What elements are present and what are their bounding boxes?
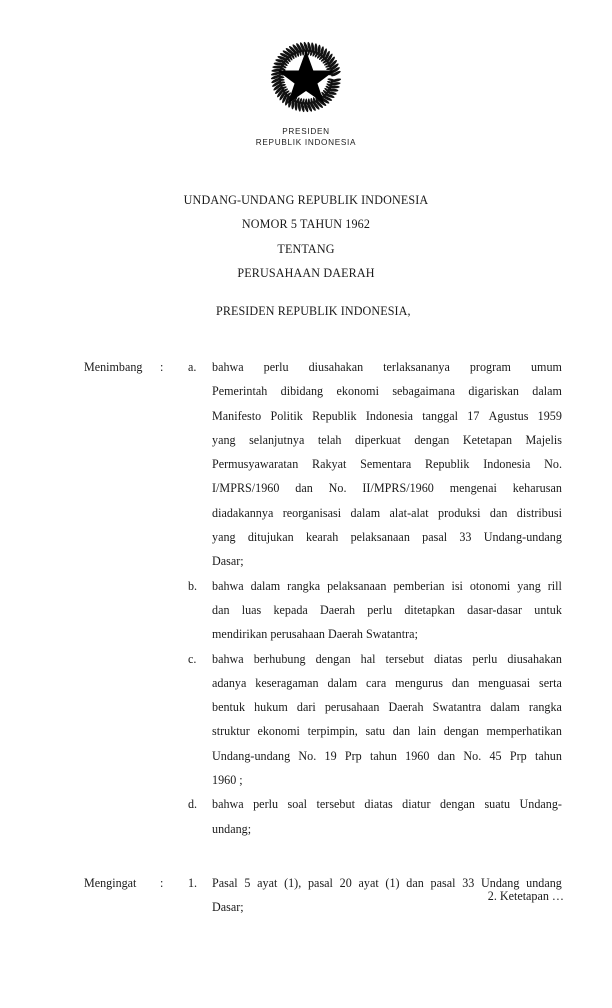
clause-line: Manifesto Politik Republik Indonesia tanggal 17 Agustus 1959 [212,408,562,423]
clause-line: undang; [212,821,252,836]
clause-line: Permusyawaratan Rakyat Sementara Republik Indonesia No. [212,457,562,472]
clause-marker: a. [188,360,197,374]
clause-line: bahwa dalam rangka pelaksanaan pemberian isi otonomi yang rill [212,578,562,593]
clause-line: dan luas kepada Daerah perlu ditetapkan dasar-dasar untuk [212,602,562,617]
clause-line: Pasal 5 ayat (1), pasal 20 ayat (1) dan pasal 33 Undang undang [212,875,562,890]
clause-keyword: Mengingat [84,875,137,890]
clause-line: bahwa berhubung dengan hal tersebut diatas perlu diusahakan [212,651,562,666]
clauses-container [84,355,564,920]
emblem-caption-line2: REPUBLIK INDONESIA [255,138,357,147]
clause-colon: : [160,360,164,374]
clause-colon: : [160,875,164,890]
clause-line: I/MPRS/1960 dan No. II/MPRS/1960 mengenai keharusan [212,481,562,496]
emblem-block [0,34,612,148]
indonesia-presidential-star-wreath-emblem [263,34,349,120]
clause-line: diadakannya reorganisasi dalam alat-alat produksi dan distribusi [212,505,562,520]
clause-line: struktur ekonomi terpimpin, satu dan lain dengan memperhatikan [212,724,562,739]
clause-line: Undang-undang No. 19 Prp tahun 1960 dan No. 45 Prp tahun [212,748,562,763]
clause-item [84,647,564,793]
clause-item [84,574,564,647]
clause-marker: d. [188,797,198,812]
clause-line: bahwa perlu diusahakan terlaksananya program umum [212,360,562,374]
clause-marker: c. [188,651,197,666]
clause-line: yang selanjutnya telah diperkuat dengan Ketetapan Majelis [212,432,562,447]
title-number-year: NOMOR 5 TAHUN 1962 [241,217,371,232]
salutation-line: PRESIDEN REPUBLIK INDONESIA, [216,304,411,318]
page-continuation-note: 2. Ketetapan … [487,889,564,903]
clause-line: bahwa perlu soal tersebut diatas diatur dengan suatu Undang- [212,797,562,812]
clause-line: 1960 ; [212,773,243,788]
clause-line: yang ditujukan kearah pelaksanaan pasal 33 Undang-undang [212,530,562,545]
emblem-caption-line1: PRESIDEN [282,127,330,136]
clause-line: Dasar; [212,900,244,915]
clause-item [84,792,564,841]
clause-keyword: Menimbang [84,360,143,374]
clause-line: bentuk hukum dari perusahaan Daerah Swatantra dalam rangka [212,700,562,715]
title-law-type: UNDANG-UNDANG REPUBLIK INDONESIA [183,193,429,207]
title-subject: PERUSAHAAN DAERAH [237,265,375,280]
title-about-label: TENTANG [277,241,335,256]
clause-line: mendirikan perusahaan Daerah Swatantra; [212,627,418,642]
clause-body [212,355,562,574]
clause-line: Dasar; [212,554,244,569]
clause-section [84,355,564,841]
clause-body [212,574,562,647]
clause-marker: 1. [188,875,198,890]
clause-body [212,792,562,841]
emblem-caption [0,126,612,148]
clause-line: Pemerintah dibidang ekonomi sebagaimana digariskan dalam [212,384,562,399]
clause-line: adanya keseragaman dalam cara mengurus dan menguasai serta [212,675,562,690]
document-title-block [0,188,612,285]
clause-item [84,355,564,574]
clause-body [212,647,562,793]
clause-marker: b. [188,578,198,593]
